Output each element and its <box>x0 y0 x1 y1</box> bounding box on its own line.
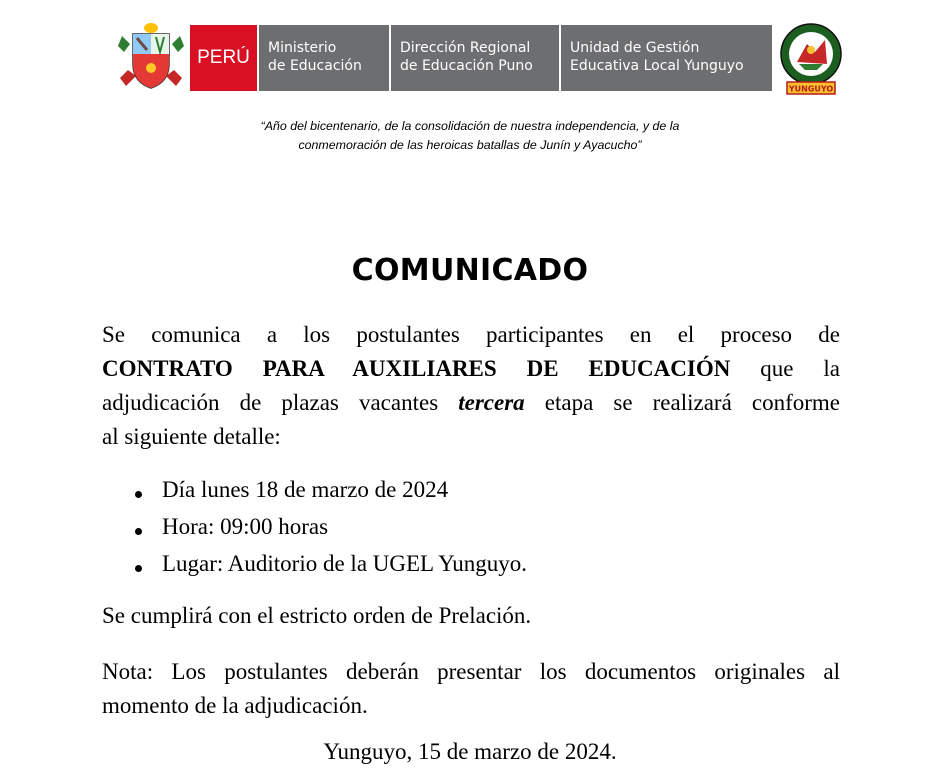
ugel-box <box>561 25 772 91</box>
ugel-line2: Educativa Local Yunguyo <box>570 58 744 74</box>
detail-day: Día lunes 18 de marzo de 2024 <box>162 477 449 502</box>
para-line3-b: etapa se realizará conforme <box>524 390 840 415</box>
ministerio-line1: Ministerio <box>268 40 337 56</box>
dre-line2: de Educación Puno <box>400 58 533 74</box>
peru-brand-box <box>190 25 257 91</box>
detail-place: Lugar: Auditorio de la UGEL Yunguyo. <box>162 551 527 576</box>
dre-box <box>391 25 559 91</box>
ministerio-line2: de Educación <box>268 58 362 74</box>
bullet-icon <box>135 565 142 572</box>
para-line2-rest: que la <box>730 356 840 381</box>
bullet-icon <box>135 528 142 535</box>
ugel-yunguyo-logo-icon <box>777 22 845 96</box>
para-line2 <box>102 352 840 386</box>
order-note: Se cumplirá con el estricto orden de Prelación. <box>102 603 532 628</box>
motto-line2: conmemoración de las heroicas batallas de Junín y Ayacucho” <box>298 138 642 152</box>
ministerio-box <box>259 25 389 91</box>
detail-time: Hora: 09:00 horas <box>162 514 329 539</box>
main-paragraph <box>102 318 840 454</box>
dre-line1: Dirección Regional <box>400 40 531 56</box>
peru-coat-of-arms-icon <box>116 22 186 94</box>
contract-title: CONTRATO PARA AUXILIARES DE EDUCACIÓN <box>102 356 731 381</box>
year-motto <box>150 117 790 155</box>
para-line4: al siguiente detalle: <box>102 424 281 449</box>
para-line3-a: adjudicación de plazas vacantes <box>102 390 459 415</box>
ugel-banner-text: YUNGUYO <box>788 84 834 94</box>
motto-line1: “Año del bicentenario, de la consolidación de nuestra independencia, y de la <box>260 119 680 133</box>
nota-paragraph <box>102 655 840 723</box>
bullet-icon <box>135 491 142 498</box>
peru-label: PERÚ <box>197 47 250 68</box>
page-title: COMUNICADO <box>351 253 589 288</box>
nota-line2: momento de la adjudicación. <box>102 693 368 718</box>
para-line3 <box>102 386 840 420</box>
stage-word: tercera <box>458 390 525 415</box>
ugel-line1: Unidad de Gestión <box>570 40 700 56</box>
nota-line1: Nota: Los postulantes deberán presentar los documentos originales al <box>102 659 840 684</box>
para-line1: Se comunica a los postulantes participantes en el proceso de <box>102 322 840 347</box>
place-date: Yunguyo, 15 de marzo de 2024. <box>323 739 617 764</box>
